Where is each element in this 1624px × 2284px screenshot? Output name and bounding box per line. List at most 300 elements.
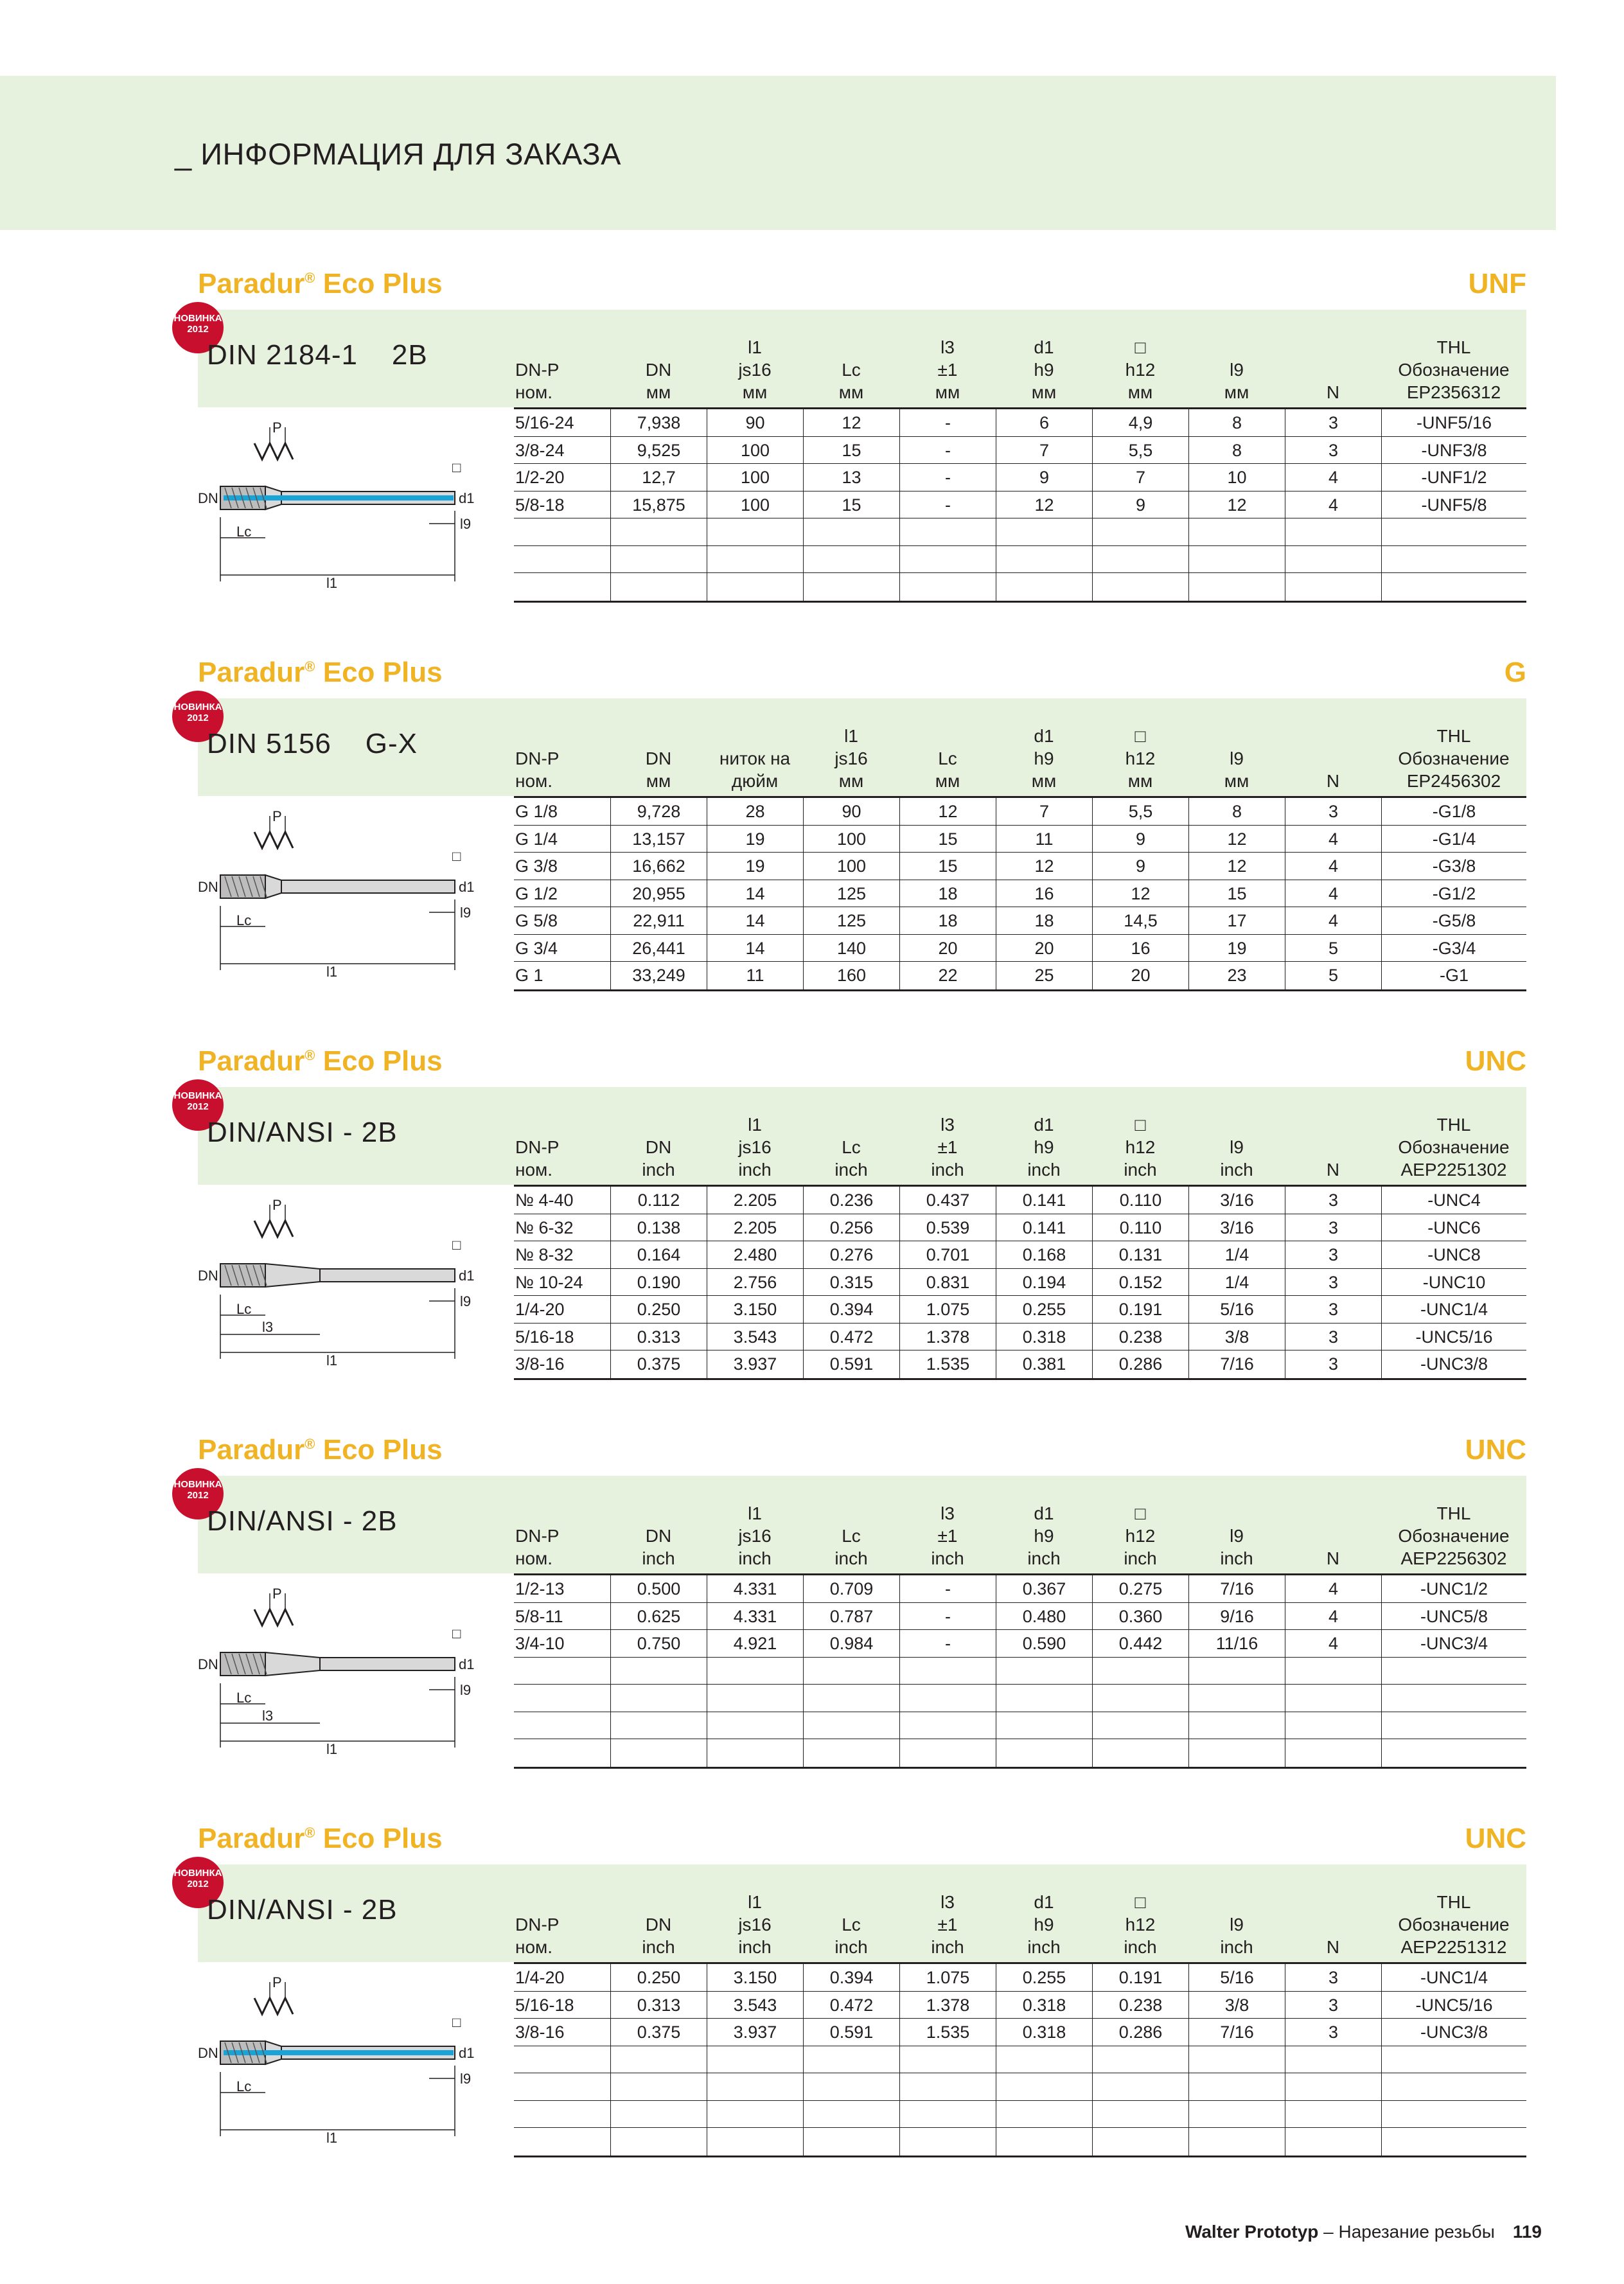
table-cell: 0.256 (803, 1214, 899, 1241)
table-cell: 22,911 (610, 907, 707, 934)
table-cell: 0.375 (610, 1350, 707, 1378)
table-cell (1285, 546, 1381, 573)
column-header (1188, 310, 1285, 407)
column-header-line-3: inch (738, 1548, 772, 1568)
neck-part (265, 875, 281, 898)
table-cell (803, 2101, 899, 2128)
column-header (514, 1864, 610, 1962)
table-cell: 3 (1285, 1992, 1381, 2019)
table-cell (1188, 546, 1285, 573)
table-cell (1381, 2101, 1526, 2128)
column-header-line-1 (1285, 1136, 1381, 1158)
column-header-line-1: □ (1134, 726, 1146, 746)
table-cell: 3 (1285, 437, 1381, 464)
column-header (1381, 1476, 1526, 1573)
column-header-line-3: ном. (515, 1548, 553, 1568)
table-row (514, 826, 1526, 853)
table-header (514, 1476, 1526, 1573)
column-header-line-3: мм (838, 771, 864, 791)
table-cell: -UNC1/4 (1381, 1296, 1526, 1323)
column-header-line-1 (803, 1891, 899, 1913)
l1-label: l1 (326, 2130, 338, 2146)
table-cell: G 1 (515, 966, 543, 985)
column-header (610, 1476, 707, 1573)
column-header-line-2: DN (645, 1137, 672, 1157)
column-header-line-3: мм (646, 382, 671, 402)
badge-line-2: 2012 (187, 1490, 209, 1501)
table-cell: 9 (1092, 826, 1188, 853)
table-cell: 100 (803, 826, 899, 853)
column-header (707, 1864, 803, 1962)
table-cell (610, 2128, 707, 2156)
table-cell: 90 (707, 409, 803, 436)
table-cell: 18 (996, 907, 1092, 934)
table-cell: 0.500 (610, 1575, 707, 1602)
column-header-line-1: □ (1134, 337, 1146, 357)
column-header-line-1 (1188, 1113, 1285, 1136)
column-header-line-2: h12 (1125, 360, 1156, 380)
table-row (514, 518, 1526, 546)
column-header (996, 698, 1092, 796)
table-cell: 1/2-13 (515, 1579, 565, 1598)
column-header-line-3: N (1326, 1548, 1340, 1568)
column-header-line-3: inch (738, 1937, 772, 1957)
table-cell: 0.701 (899, 1241, 996, 1268)
column-header (803, 1864, 899, 1962)
table-cell (610, 518, 707, 545)
table-cell (1188, 1712, 1285, 1739)
table-cell: 16 (1092, 935, 1188, 962)
shank-part (320, 1658, 455, 1670)
table-cell: 20 (899, 935, 996, 962)
table-cell: 15 (803, 437, 899, 464)
table-cell: G 3/4 (515, 938, 558, 958)
thread-profile-icon (254, 1221, 293, 1237)
table-cell: 0.194 (996, 1269, 1092, 1296)
table-cell: -UNF3/8 (1381, 437, 1526, 464)
table-cell: 0.750 (610, 1630, 707, 1657)
column-header-line-3: мм (1224, 382, 1249, 402)
column-header-line-2: l9 (1230, 748, 1244, 768)
table-cell: 0.472 (803, 1323, 899, 1350)
badge-line-2: 2012 (187, 713, 209, 724)
table-cell: 3 (1285, 1323, 1381, 1350)
table-cell (803, 1658, 899, 1685)
column-header-line-3: мм (838, 382, 864, 402)
table-cell (707, 2046, 803, 2073)
table-cell: 5,5 (1092, 798, 1188, 825)
table-cell: -UNC5/8 (1381, 1603, 1526, 1630)
table-cell: 0.539 (899, 1214, 996, 1241)
table-cell: 5/16-24 (515, 413, 574, 432)
product-section (0, 1436, 1624, 1821)
table-cell (803, 518, 899, 545)
thread-type-label: UNC (1465, 1434, 1526, 1465)
column-header (996, 1476, 1092, 1573)
badge-line-1: НОВИНКА (173, 313, 222, 324)
table-row (514, 798, 1526, 826)
table-cell: 15 (803, 491, 899, 518)
table-cell (514, 1685, 610, 1712)
column-header-line-1 (610, 725, 707, 747)
table-cell: 9 (996, 464, 1092, 491)
table-cell: 15 (899, 826, 996, 853)
badge-line-2: 2012 (187, 1101, 209, 1113)
column-header-line-3: inch (931, 1548, 964, 1568)
column-header-line-3: EP2356312 (1406, 382, 1501, 402)
column-header (610, 1864, 707, 1962)
table-row (514, 1630, 1526, 1658)
brand-name-main: Paradur (198, 268, 305, 299)
brand-name (198, 1047, 443, 1076)
table-cell: -UNC3/4 (1381, 1630, 1526, 1657)
table-cell (996, 546, 1092, 573)
column-header (899, 1476, 996, 1573)
table-cell: 3 (1285, 798, 1381, 825)
table-cell: 13,157 (610, 826, 707, 853)
table-cell: -UNC3/8 (1381, 2019, 1526, 2046)
column-header-line-2: l9 (1230, 1526, 1244, 1546)
table-cell (1092, 1658, 1188, 1685)
column-header (1188, 698, 1285, 796)
table-cell (996, 518, 1092, 545)
column-header-line-2: js16 (738, 1526, 772, 1546)
brand-registered-mark: ® (304, 1047, 315, 1063)
table-cell (1285, 1685, 1381, 1712)
standard-label: DIN/ANSI - 2B (207, 1505, 398, 1537)
table-cell: 4.331 (707, 1603, 803, 1630)
table-cell: 20 (1092, 962, 1188, 989)
table-cell (1092, 2128, 1188, 2156)
table-cell: 3 (1285, 1964, 1381, 1991)
table-cell: -G1/4 (1381, 826, 1526, 853)
pitch-label: P (272, 808, 282, 824)
table-cell: 9/16 (1188, 1603, 1285, 1630)
badge-line-2: 2012 (187, 1879, 209, 1890)
brand-registered-mark: ® (304, 1436, 315, 1452)
tap-drawing-svg (198, 408, 481, 601)
column-header-line-1: l1 (748, 1115, 762, 1135)
table-cell (803, 1685, 899, 1712)
table-cell (707, 1658, 803, 1685)
table-cell (514, 2128, 610, 2156)
dn-label: DN (198, 1656, 218, 1672)
table-row (514, 2128, 1526, 2156)
column-header-line-3: inch (1027, 1548, 1061, 1568)
column-header (996, 1087, 1092, 1185)
column-header-line-1: □ (1134, 1115, 1146, 1135)
thread-profile-icon (254, 1998, 293, 2014)
table-cell: 13 (803, 464, 899, 491)
table-cell: 160 (803, 962, 899, 989)
column-header-line-2: js16 (738, 1915, 772, 1934)
column-header-line-2: js16 (738, 360, 772, 380)
table-row (514, 1323, 1526, 1351)
table-cell: 0.255 (996, 1964, 1092, 1991)
table-cell: 9 (1092, 491, 1188, 518)
table-cell: 18 (899, 880, 996, 907)
column-header-line-1: THL (1436, 1115, 1471, 1135)
column-header-line-1 (1285, 359, 1381, 381)
table-cell (610, 1739, 707, 1767)
table-row (514, 1964, 1526, 1992)
table-cell: 6 (996, 409, 1092, 436)
table-cell: 3 (1285, 1187, 1381, 1214)
table-cell: 1.378 (899, 1323, 996, 1350)
table-cell: 0.190 (610, 1269, 707, 1296)
table-cell: 0.831 (899, 1269, 996, 1296)
table-cell (1381, 1685, 1526, 1712)
table-cell: 5/16 (1188, 1964, 1285, 1991)
column-header-line-3: inch (1220, 1160, 1253, 1180)
column-header-line-1: □ (1134, 1892, 1146, 1912)
table-row (514, 1296, 1526, 1323)
table-cell (899, 518, 996, 545)
table-cell: 0.112 (610, 1187, 707, 1214)
table-cell (996, 2128, 1092, 2156)
column-header (610, 1087, 707, 1185)
l1-label: l1 (326, 1352, 338, 1368)
table-cell: 9 (1092, 853, 1188, 880)
table-cell (514, 1658, 610, 1685)
column-header (1285, 1864, 1381, 1962)
table-cell: 0.313 (610, 1992, 707, 2019)
product-section (0, 270, 1624, 655)
column-header-line-2: ±1 (937, 1526, 958, 1546)
table-cell: 0.286 (1092, 1350, 1188, 1378)
column-header-line-3: мм (1127, 771, 1153, 791)
column-header-line-1: □ (1134, 1503, 1146, 1523)
thread-profile-icon (254, 443, 293, 459)
column-header-line-2: l9 (1230, 1915, 1244, 1934)
brand-registered-mark: ® (304, 1825, 315, 1841)
square-symbol: □ (452, 2014, 461, 2030)
table-cell: 0.138 (610, 1214, 707, 1241)
column-header-line-3: inch (834, 1160, 868, 1180)
table-cell (996, 1739, 1092, 1767)
table-cell: - (899, 1603, 996, 1630)
table-cell: 18 (899, 907, 996, 934)
table-cell (610, 1685, 707, 1712)
table-cell (1381, 1658, 1526, 1685)
brand-name-main: Paradur (198, 1823, 305, 1854)
table-cell (1381, 1739, 1526, 1767)
column-header-line-3: inch (834, 1548, 868, 1568)
table-cell (803, 1712, 899, 1739)
table-cell (1092, 1739, 1188, 1767)
table-row (514, 1214, 1526, 1242)
footer-separator: – (1318, 2222, 1339, 2242)
table-cell: 0.275 (1092, 1575, 1188, 1602)
table-cell: 0.625 (610, 1603, 707, 1630)
table-cell: G 3/8 (515, 856, 558, 876)
table-cell: 7,938 (610, 409, 707, 436)
column-header (610, 698, 707, 796)
lc-label: Lc (236, 912, 252, 928)
square-symbol: □ (452, 459, 461, 475)
table-header (514, 1087, 1526, 1185)
table-cell (899, 1685, 996, 1712)
table-cell (514, 1739, 610, 1767)
table-cell: 12 (1188, 491, 1285, 518)
table-cell: -UNC3/8 (1381, 1350, 1526, 1378)
table-cell: 4.331 (707, 1575, 803, 1602)
column-header (610, 310, 707, 407)
table-cell: 3.150 (707, 1964, 803, 1991)
table-cell: 5/16-18 (515, 1995, 574, 2015)
column-header-line-3: N (1326, 771, 1340, 791)
table-cell: -UNF5/8 (1381, 491, 1526, 518)
table-cell: 4 (1285, 1575, 1381, 1602)
table-cell: 1.075 (899, 1964, 996, 1991)
column-header (1381, 310, 1526, 407)
table-cell (996, 573, 1092, 601)
column-header-line-3: AEP2256302 (1400, 1548, 1507, 1568)
column-header (803, 310, 899, 407)
table-cell: 11/16 (1188, 1630, 1285, 1657)
column-header-line-2: Lc (842, 1137, 861, 1157)
column-header-line-2: h12 (1125, 1137, 1156, 1157)
column-header (1381, 1087, 1526, 1185)
table-row (514, 437, 1526, 465)
table-cell (1285, 2101, 1381, 2128)
table-cell (514, 2046, 610, 2073)
table-header (514, 310, 1526, 407)
tap-drawing (198, 1185, 481, 1378)
table-cell: 25 (996, 962, 1092, 989)
table-row (514, 1575, 1526, 1603)
table-cell: 3/16 (1188, 1187, 1285, 1214)
column-header-line-1: THL (1436, 337, 1471, 357)
table-cell: 28 (707, 798, 803, 825)
table-cell (1381, 546, 1526, 573)
table-row (514, 1739, 1526, 1767)
table-cell: 100 (707, 464, 803, 491)
column-header-line-2: Lc (938, 748, 957, 768)
thread-type-label: UNC (1465, 1045, 1526, 1077)
table-cell: 0.437 (899, 1187, 996, 1214)
badge-line-1: НОВИНКА (173, 1479, 222, 1490)
table-cell: 0.381 (996, 1350, 1092, 1378)
column-header-line-1: d1 (1034, 1115, 1054, 1135)
table-cell: 8 (1188, 409, 1285, 436)
table-cell: 0.318 (996, 1992, 1092, 2019)
table-cell: -G1 (1381, 962, 1526, 989)
column-header-line-2: h9 (1034, 360, 1054, 380)
column-header-line-1 (1188, 1502, 1285, 1525)
table-cell (707, 1739, 803, 1767)
column-header-line-3: EP2456302 (1406, 771, 1501, 791)
table-cell: 0.238 (1092, 1323, 1188, 1350)
table-cell: 10 (1188, 464, 1285, 491)
table-cell: 3/8-16 (515, 2023, 565, 2042)
table-cell: -UNC4 (1381, 1187, 1526, 1214)
table-row (514, 935, 1526, 962)
table-cell: G 5/8 (515, 911, 558, 930)
column-header-line-1: d1 (1034, 1892, 1054, 1912)
table-cell (803, 2128, 899, 2156)
column-header-line-2: Обозначение (1398, 748, 1510, 768)
table-cell (803, 546, 899, 573)
brand-name (198, 270, 443, 298)
dn-label: DN (198, 879, 218, 895)
table-cell: -G1/8 (1381, 798, 1526, 825)
thread-profile-icon (254, 832, 293, 848)
column-header-line-2: h12 (1125, 1915, 1156, 1934)
column-header-line-1 (610, 1113, 707, 1136)
badge-line-1: НОВИНКА (173, 702, 222, 713)
column-header-line-3: inch (1220, 1937, 1253, 1957)
table-cell: 2.480 (707, 1241, 803, 1268)
table-cell (803, 2073, 899, 2100)
column-header (803, 1476, 899, 1573)
lc-label: Lc (236, 524, 252, 540)
table-cell: 1.535 (899, 1350, 996, 1378)
table-cell: 7/16 (1188, 1350, 1285, 1378)
column-header-line-2: DN-P (515, 1915, 560, 1934)
column-header-line-1 (610, 1891, 707, 1913)
page-footer (1185, 2222, 1542, 2242)
table-cell: 0.360 (1092, 1603, 1188, 1630)
page-title: _ ИНФОРМАЦИЯ ДЛЯ ЗАКАЗА (175, 137, 621, 171)
table-cell: 1/2-20 (515, 468, 565, 487)
table-cell (1285, 1712, 1381, 1739)
dn-label: DN (198, 1268, 218, 1284)
column-header-line-3: ном. (515, 771, 553, 791)
column-header-line-2: Lc (842, 1526, 861, 1546)
table-cell: 3 (1285, 1214, 1381, 1241)
table-cell: 0.141 (996, 1187, 1092, 1214)
table-cell: 15 (1188, 880, 1285, 907)
table-cell: 12 (1188, 826, 1285, 853)
column-header-line-2: js16 (834, 748, 868, 768)
column-header-line-1: d1 (1034, 726, 1054, 746)
table-cell (996, 1712, 1092, 1739)
table-cell: 0.480 (996, 1603, 1092, 1630)
table-row (514, 491, 1526, 519)
table-cell (610, 1712, 707, 1739)
column-header-line-2: ±1 (937, 1137, 958, 1157)
tap-drawing-svg (198, 1574, 481, 1767)
table-cell: 3 (1285, 1269, 1381, 1296)
table-cell: № 8-32 (515, 1245, 574, 1264)
column-header-line-1 (610, 1502, 707, 1525)
table-cell (1092, 1712, 1188, 1739)
table-cell (803, 573, 899, 601)
column-header (803, 698, 899, 796)
tap-drawing-svg (198, 797, 481, 989)
column-header-line-2: h9 (1034, 1526, 1054, 1546)
badge-line-1: НОВИНКА (173, 1868, 222, 1879)
table-cell (514, 518, 610, 545)
table-cell: G 1/8 (515, 802, 558, 821)
column-header-line-2: DN (645, 360, 672, 380)
table-cell (899, 2046, 996, 2073)
table-cell (514, 2101, 610, 2128)
shank-part (281, 880, 455, 893)
column-header-line-3: дюйм (731, 771, 779, 791)
d1-label: d1 (459, 1656, 475, 1672)
column-header-line-3: N (1326, 1937, 1340, 1957)
column-header-line-1 (1188, 336, 1285, 359)
table-cell (707, 573, 803, 601)
table-row (514, 1350, 1526, 1378)
column-header-line-2: l9 (1230, 1137, 1244, 1157)
table-row (514, 1658, 1526, 1685)
tap-drawing (198, 408, 481, 601)
table-cell: 0.152 (1092, 1269, 1188, 1296)
neck-part (265, 1652, 320, 1676)
